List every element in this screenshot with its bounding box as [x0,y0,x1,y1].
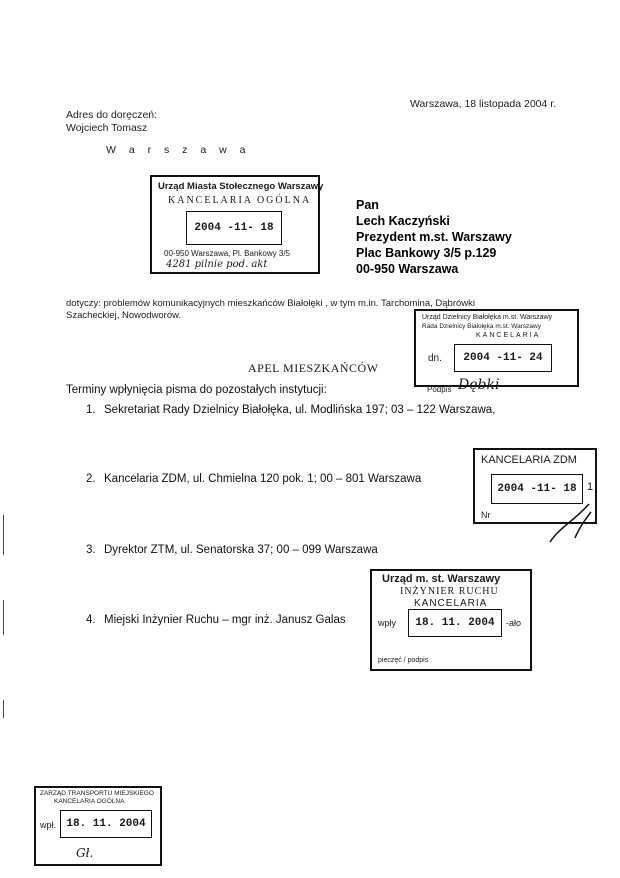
stamp-rada-dzielnicy [414,309,579,387]
stamp-date: 2004 -11- 24 [454,344,552,372]
recipient-postcode-city: 00-950 Warszawa [356,262,459,276]
list-item-number: 1. [86,404,96,416]
sender-name: Wojciech Tomasz [66,122,148,134]
stamp-nr-label: Nr [481,510,491,520]
stamp-date: 2004 -11- 18 [186,211,282,245]
stamp-title: KANCELARIA ZDM [481,454,577,466]
stamp-council-name: Rada Dzielnicy Białołęka m.st. Warszawy [422,323,541,330]
scan-margin-mark [3,700,4,718]
stamp-office-name: Urząd Dzielnicy Białołęka m.st. Warszawy [422,314,553,321]
scan-margin-mark [3,515,4,555]
stamp-date: 18. 11. 2004 [60,810,152,838]
stamp-handwritten-note: 4281 pilnie pod. akt [166,259,268,270]
stamp-department: KANCELARIA OGÓLNA [168,195,312,206]
stamp-subdepartment: KANCELARIA [414,598,488,609]
letter-date: Warszawa, 18 listopada 2004 r. [410,98,557,110]
list-item-number: 3. [86,544,96,556]
stamp-department: INŻYNIER RUCHU [400,586,499,597]
handwritten-signature: Gł. [76,846,94,860]
stamp-department: KANCELARIA OGÓLNA [54,798,125,805]
stamp-dn-label: dn. [428,353,442,364]
stamp-suffix: -ało [506,618,522,628]
stamp-date: 18. 11. 2004 [408,609,502,637]
sender-city: W a r s z a w a [106,144,251,156]
recipient-salutation: Pan [356,198,379,212]
intro-text: Terminy wpłynięcia pisma do pozostałych instytucji: [66,384,327,396]
stamp-kancelaria-ogolna [150,175,324,274]
recipient-street: Plac Bankowy 3/5 p.129 [356,246,497,260]
stamp-office-name: ZARZĄD TRANSPORTU MIEJSKIEGO [40,790,154,797]
stamp-department: KANCELARIA [476,332,541,339]
list-item-number: 4. [86,614,96,626]
stamp-address: 00-950 Warszawa, Pl. Bankowy 3/5 [164,249,290,258]
handwritten-mark-icon [545,498,595,548]
list-item-text: Sekretariat Rady Dzielnicy Białołęka, ul. Modlińska 197; 03 – 122 Warszawa, [104,404,496,416]
recipient-title: Prezydent m.st. Warszawy [356,230,512,244]
list-item-number: 2. [86,473,96,485]
delivery-address-label: Adres do doręczeń: [66,109,158,121]
stamp-side-number: 1 [587,481,594,493]
subject-line-1: dotyczy: problemów komunikacyjnych mieszkańców Białołęki , w tym m.in. Tarchomina, Dąbrówki [66,298,475,309]
handwritten-signature: Dębki [458,377,500,393]
stamp-office-name: Urząd Miasta Stołecznego Warszawy [158,181,324,192]
stamp-inzynier-ruchu [370,569,532,671]
stamp-office-name: Urząd m. st. Warszawy [382,573,501,585]
recipient-name: Lech Kaczyński [356,214,450,228]
stamp-ztm [34,786,162,866]
document-title: APEL MIESZKAŃCÓW [248,361,379,375]
list-item-text: Miejski Inżynier Ruchu – mgr inż. Janusz Galas [104,614,346,626]
list-item-text: Dyrektor ZTM, ul. Senatorska 37; 00 – 099 Warszawa [104,544,378,556]
signature-label: Podpis [427,385,452,394]
stamp-wpl-label: wpł. [40,820,57,830]
scan-margin-mark [3,600,4,635]
list-item-text: Kancelaria ZDM, ul. Chmielna 120 pok. 1; 00 – 801 Warszawa [104,473,422,485]
subject-line-2: Szacheckiej, Nowodworów. [66,310,182,321]
stamp-footer: pieczęć / podpis [378,657,429,664]
stamp-wpl-label: wpły [378,618,397,628]
stamp-date: 2004 -11- 18 [491,474,583,504]
